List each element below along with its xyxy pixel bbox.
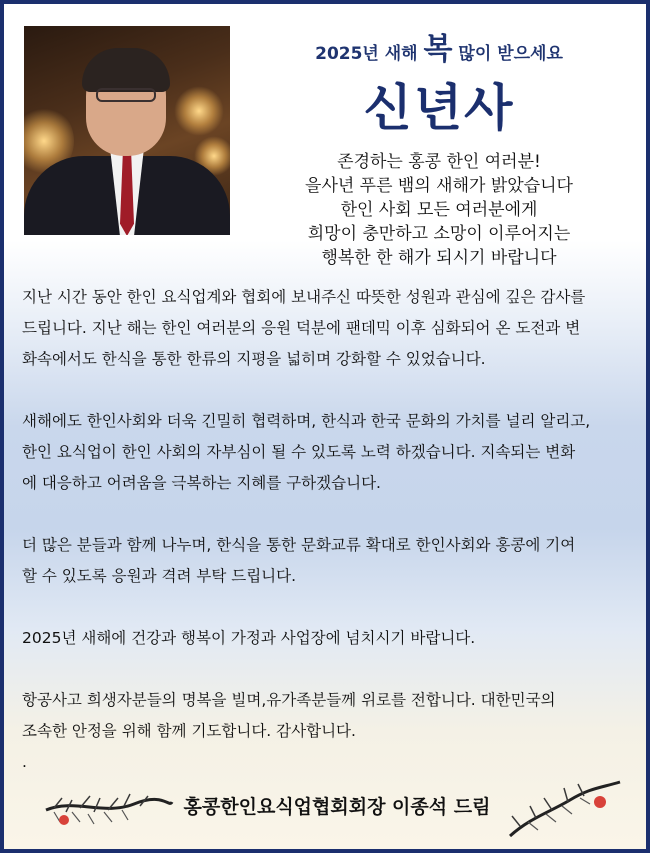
intro-block [254, 150, 624, 270]
new-year-greeting [254, 30, 624, 74]
paragraph-gratitude: 지난 시간 동안 한인 요식업계와 협회에 보내주신 따뜻한 성원과 관심에 깊은 감사를 드립니다. 지난 해는 한인 여러분의 응원 덕분에 팬데믹 이후 심화되어 온 도전과 변 화속에서도 한식을 통한 한류의 지평을 넓히며 강화할 수 있었습니다. [22, 288, 586, 368]
page-title: 신년사 [363, 79, 515, 137]
letter-body [22, 282, 644, 778]
intro-line: 한인 사회 모든 여러분에게 [340, 200, 538, 220]
greeting-big-char: 복 [423, 32, 453, 67]
intro-line: 을사년 푸른 뱀의 새해가 밝았습니다 [305, 176, 573, 196]
paragraph-request: 더 많은 분들과 함께 나누며, 한식을 통한 문화교류 확대로 한인사회와 홍콩에 기여 할 수 있도록 응원과 격려 부탁 드립니다. [22, 536, 576, 585]
portrait-photo [24, 26, 230, 235]
intro-line: 존경하는 홍콩 한인 여러분! [337, 152, 541, 172]
signature-text: 홍콩한인요식업협회회장 이종석 드림 [183, 796, 491, 818]
paragraph-commitment: 새해에도 한인사회와 더욱 긴밀히 협력하며, 한식과 한국 문화의 가치를 널리 알리고, 한인 요식업이 한인 사회의 자부심이 될 수 있도록 노력 하겠습니다. 지속되는 변화 에 대응하고 어려움을 극복하는 지혜를 구하겠습니다. [22, 412, 591, 492]
paragraph-dot: . [22, 753, 27, 771]
intro-line: 행복한 한 해가 되시기 바랍니다 [321, 248, 557, 268]
greeting-suffix: 많이 받으세요 [452, 44, 563, 64]
paragraph-condolence: 항공사고 희생자분들의 명복을 빌며,유가족분들께 위로를 전합니다. 대한민국의 조속한 안정을 위해 함께 기도합니다. 감사합니다. [22, 691, 556, 740]
pine-brush-right-icon [500, 778, 624, 840]
pine-brush-left-icon [44, 790, 174, 826]
paragraph-wishes: 2025년 새해에 건강과 행복이 가정과 사업장에 넘치시기 바랍니다. [22, 629, 476, 647]
intro-line: 희망이 충만하고 소망이 이루어지는 [307, 224, 571, 244]
greeting-prefix: 2025년 새해 [315, 44, 424, 64]
signature-footer [44, 776, 624, 844]
